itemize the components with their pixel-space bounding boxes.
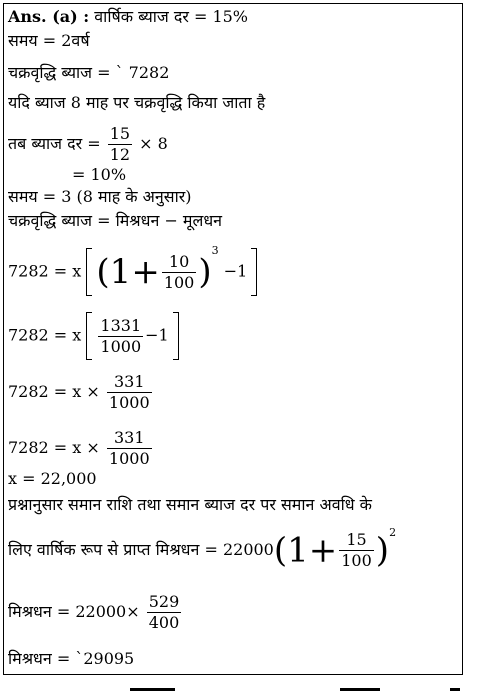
eq2-numerator: 1331 <box>100 315 142 335</box>
eq3-denominator: 1000 <box>108 393 150 412</box>
annual-amount-prefix: लिए वार्षिक रूप से प्राप्त मिश्रधन = 22000 <box>8 540 274 559</box>
eq1-prefix: 7282 = x <box>8 261 82 281</box>
eq2-fraction <box>98 316 143 357</box>
final-amount-line: मिश्रधन = `29095 <box>8 649 135 668</box>
rate-denominator: 12 <box>109 145 131 164</box>
left-bracket <box>86 248 92 296</box>
amount-denominator: 400 <box>148 613 180 632</box>
eq4-numerator: 331 <box>107 428 152 449</box>
cut-off-text-remnant <box>0 684 481 697</box>
right-bracket <box>251 248 257 296</box>
answer-label: Ans. (a) : <box>8 7 90 26</box>
annual-denominator: 100 <box>341 551 372 570</box>
right-bracket <box>173 312 179 360</box>
equation-4 <box>8 428 154 469</box>
annual-exponent: 2 <box>389 526 397 539</box>
annual-close-paren: ) <box>375 530 390 571</box>
equation-2 <box>8 312 179 360</box>
amount-calc-line <box>8 592 183 633</box>
compound-interest-line: चक्रवृद्धि ब्याज = ` 7282 <box>8 63 170 82</box>
eq3-prefix: 7282 = x × <box>8 382 100 401</box>
x-value-line: x = 22,000 <box>8 469 97 488</box>
period-line: समय = 3 (8 माह के अनुसार) <box>8 187 192 206</box>
equation-1 <box>8 244 257 296</box>
time-line: समय = 2वर्ष <box>8 31 90 50</box>
rate-calc-line <box>8 124 168 165</box>
eq3-fraction <box>107 372 152 413</box>
rate-calc-suffix: × 8 <box>139 134 168 153</box>
eq1-exponent: 3 <box>211 244 219 257</box>
annual-fraction <box>339 530 374 571</box>
eq1-close-paren: ) <box>198 252 212 292</box>
eq1-fraction <box>162 252 197 293</box>
solution-box <box>3 3 463 675</box>
question-condition-line: प्रश्नानुसार समान राशि तथा समान ब्याज दर पर समान अवधि के <box>8 495 372 514</box>
answer-line <box>8 8 248 26</box>
eq3-numerator: 331 <box>107 372 152 393</box>
eq1-numerator: 10 <box>162 252 197 273</box>
rate-fraction <box>108 124 132 165</box>
left-bracket <box>86 312 92 360</box>
eq4-denominator: 1000 <box>108 449 150 468</box>
amount-numerator: 529 <box>148 592 180 611</box>
rate-result-line: = 10% <box>72 165 127 184</box>
eq4-fraction <box>107 428 152 469</box>
amount-calc-prefix: मिश्रधन = 22000× <box>8 602 140 621</box>
condition-line: यदि ब्याज 8 माह पर चक्रवृद्धि किया जाता है <box>8 93 266 112</box>
eq1-tail: −1 <box>223 261 248 281</box>
annual-open-paren: (1+ <box>273 530 338 571</box>
formula-line: चक्रवृद्धि ब्याज = मिश्रधन − मूलधन <box>8 211 223 230</box>
rate-numerator: 15 <box>109 124 131 143</box>
rate-calc-prefix: तब ब्याज दर = <box>8 134 101 153</box>
eq1-denominator: 100 <box>163 272 195 292</box>
eq2-denominator: 1000 <box>100 336 142 356</box>
eq2-prefix: 7282 = x <box>8 325 82 345</box>
eq4-prefix: 7282 = x × <box>8 438 100 457</box>
equation-3 <box>8 372 154 413</box>
annual-rate: वार्षिक ब्याज दर = 15% <box>89 7 249 26</box>
eq2-tail: −1 <box>145 325 169 345</box>
eq1-open-paren: (1+ <box>96 252 160 292</box>
annual-amount-line <box>8 526 397 571</box>
amount-fraction <box>147 592 182 633</box>
annual-numerator: 15 <box>339 530 374 551</box>
